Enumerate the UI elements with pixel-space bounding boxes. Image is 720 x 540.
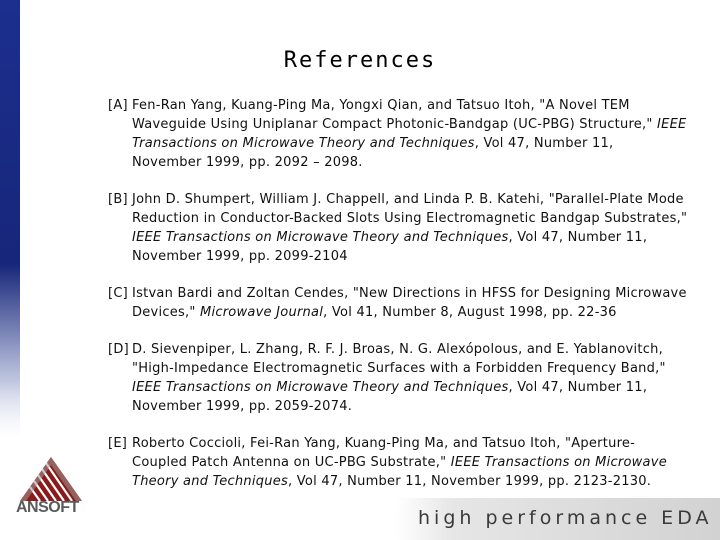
reference-line: , Vol 47, Number 11, (508, 380, 648, 395)
reference-tag: [A] (108, 98, 128, 113)
reference-c (108, 284, 708, 322)
reference-tag: [C] (108, 286, 128, 301)
reference-line: , Vol 47, Number 11, November 1999, pp. 2123-2130. (287, 474, 652, 489)
reference-line: Waveguide Using Uniplanar Compact Photonic-Bandgap (UC-PBG) Structure," (132, 117, 658, 132)
reference-body (108, 190, 708, 266)
reference-line: November 1999, pp. 2059-2074. (132, 399, 353, 414)
reference-line: "High-Impedance Electromagnetic Surfaces with a Forbidden Frequency Band," (132, 361, 666, 376)
slide-title: References (283, 48, 437, 73)
ansoft-logo-text: ANSOFT (16, 499, 79, 516)
journal-name: Microwave Journal (199, 305, 324, 320)
reference-body (108, 340, 708, 416)
journal-name: IEEE Transactions on Microwave (450, 455, 667, 470)
sidebar-fade (0, 380, 24, 460)
reference-line: Istvan Bardi and Zoltan Cendes, "New Directions in HFSS for Designing Microwave (132, 286, 687, 301)
reference-line: November 1999, pp. 2099-2104 (132, 249, 348, 264)
reference-line: Roberto Coccioli, Fei-Ran Yang, Kuang-Ping Ma, and Tatsuo Itoh, "Aperture- (132, 436, 636, 451)
reference-body (108, 284, 708, 322)
reference-line: , Vol 47, Number 11, (474, 136, 614, 151)
reference-body (108, 434, 708, 491)
reference-tag: [B] (108, 192, 128, 207)
journal-name: Transactions on Microwave Theory and Techniques (132, 136, 475, 151)
reference-line: John D. Shumpert, William J. Chappell, and Linda P. B. Katehi, "Parallel-Plate Mode (132, 192, 684, 207)
reference-body (108, 96, 708, 172)
reference-e (108, 434, 708, 491)
reference-a (108, 96, 708, 172)
reference-line: D. Sievenpiper, L. Zhang, R. F. J. Broas, N. G. Alexópolous, and E. Yablanovitch, (132, 342, 663, 357)
reference-line: Fen-Ran Yang, Kuang-Ping Ma, Yongxi Qian, and Tatsuo Itoh, "A Novel TEM (132, 98, 630, 113)
reference-d (108, 340, 708, 416)
reference-line: Coupled Patch Antenna on UC-PBG Substrate," (132, 455, 451, 470)
journal-name: IEEE Transactions on Microwave Theory and Techniques (132, 380, 509, 395)
reference-line: , Vol 47, Number 11, (508, 230, 648, 245)
journal-name: Theory and Techniques (132, 474, 288, 489)
footer-tagline: high performance EDA (418, 507, 713, 529)
reference-tag: [E] (108, 436, 128, 451)
reference-line: , Vol 41, Number 8, August 1998, pp. 22-36 (323, 305, 617, 320)
reference-line: Devices," (132, 305, 200, 320)
references-list (108, 96, 708, 491)
journal-name: IEEE (657, 117, 687, 132)
reference-line: November 1999, pp. 2092 – 2098. (132, 155, 363, 170)
reference-b (108, 190, 708, 266)
journal-name: IEEE Transactions on Microwave Theory and Techniques (132, 230, 509, 245)
reference-line: Reduction in Conductor-Backed Slots Using Electromagnetic Bandgap Substrates," (132, 211, 688, 226)
reference-tag: [D] (108, 342, 129, 357)
